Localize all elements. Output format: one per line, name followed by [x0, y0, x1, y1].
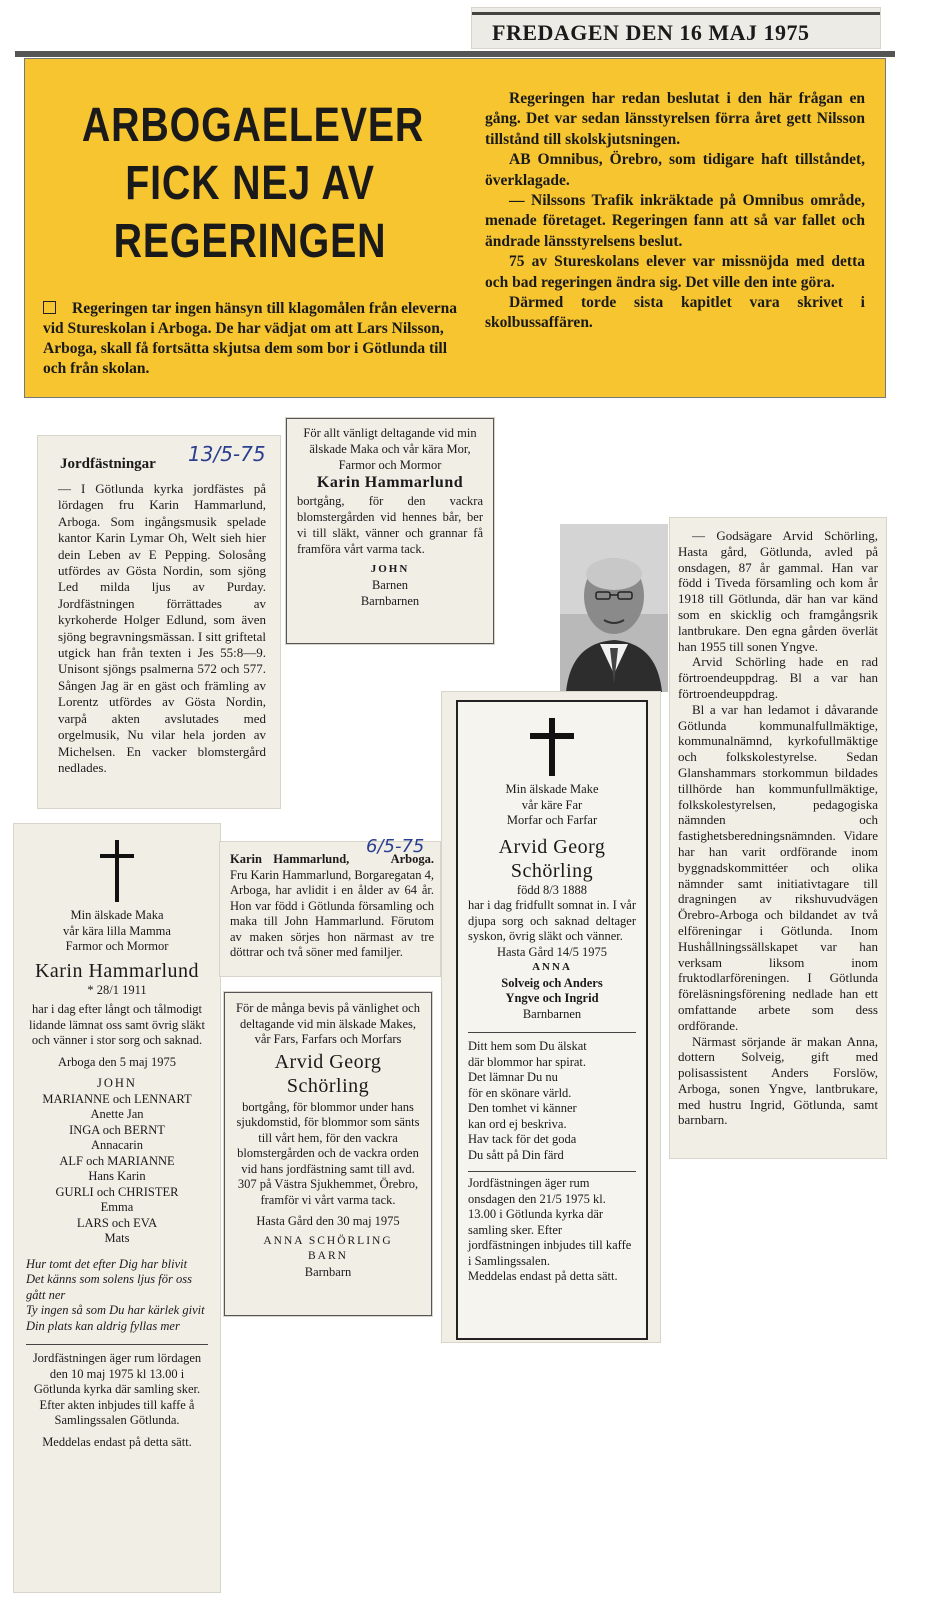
- family-names: Yngve och Ingrid: [505, 991, 599, 1005]
- headline-lead: [43, 299, 463, 379]
- obituary-paragraph: Närmast sörjande är makan Anna, dottern Solveig, gift med polisassistent Anders Forslöw, Arboga, sonen Yngve, lantbrukare, med hustru Ingrid, Götlunda, samt barnbarn.: [678, 1033, 878, 1128]
- headline-title: [81, 97, 425, 271]
- poem-line: Hur tomt det efter Dig har blivit: [26, 1256, 188, 1271]
- place-date: Arboga den 5 maj 1975: [57, 1054, 177, 1069]
- cross-icon: [100, 840, 134, 902]
- deceased-name: Arvid Georg: [498, 835, 606, 858]
- headline-paragraph: Därmed torde sista kapitlet vara skrivet i skolbussaffären.: [485, 294, 865, 332]
- headline-article: [24, 58, 886, 398]
- intro-line: vår käre Far: [521, 797, 583, 812]
- portrait-photo: [560, 524, 668, 692]
- headline-paragraph: — Nilssons Trafik inkräktade på Omnibus område, menade företaget. Regeringen fann att så var fallet och ändrade länsstyrelsens beslut.: [485, 192, 865, 250]
- poem-line: Den tomhet vi känner: [468, 1101, 577, 1115]
- headline-top-rule: [15, 51, 895, 57]
- thanks-body: bortgång, för den vackra blomstergården vid hennes bår, ber vi till släkt, vänner och grannar få framföra vårt varma tack.: [297, 494, 483, 556]
- deceased-name: Arvid Georg: [274, 1050, 382, 1073]
- headline-body: [485, 89, 865, 334]
- headline-paragraph: 75 av Stureskolans elever var missnöjda med detta och bad regeringen ändra sig. Det ville den inte göra.: [485, 253, 865, 291]
- headline-title-line: FICK NEJ AV: [125, 157, 375, 210]
- funeral-report-heading: Jordfästningar: [60, 456, 156, 472]
- intro-line: vår kära lilla Mamma: [63, 923, 171, 938]
- thanks-intro: För allt vänligt deltagande vid min älskade Maka och vår kära Mor, Farmor och Mormor: [303, 426, 477, 472]
- birth-date: född 8/3 1888: [516, 882, 588, 897]
- notice-body: har i dag efter långt och tålmodigt lidande lämnat oss samt övrig släkt och vänner i stor sorg och saknad.: [28, 1002, 205, 1047]
- family-sub: Emma: [100, 1200, 134, 1214]
- family-main: JOHN: [97, 1076, 137, 1090]
- funeral-report-text: — I Götlunda kyrka jordfästes på lördagen fru Karin Hammarlund, Arboga. Som ingångsmusik spelade kantor Karin Lymar Oh, Welt sieh hier dein Leben av E Pepping. Solosång utfördes av Gösta Nordin, som sjöng Led milda ljus av Purday. Jordfästningen förrättades av kyrkoherde Holger Edlund, som även sjöng begravningsmässan. I sitt griftetal utgick han från texten i Jes 55:8—9. Unisont sjöngs psalmerna 572 och 577. Sången Jag är en gäst och främling av Lorentz utfördes av Gösta Nordin, varpå akten avslutades med orgelmusik, Nu vilar hela jorden av Michelsen. En vacker blomstergård nedlades.: [58, 481, 266, 775]
- poem-line: Du sått på Din färd: [468, 1147, 564, 1162]
- signer-grandchildren: Barnbarnen: [360, 594, 420, 608]
- poem-line: där blommor har spirat.: [468, 1054, 587, 1069]
- death-report-karin: [220, 836, 440, 976]
- notice-body: har i dag fridfullt somnat in. I vår djupa sorg och saknad deltager syskon, övrig släkt och vänner.: [468, 898, 636, 943]
- grandchildren: Barnbarnen: [522, 1006, 582, 1021]
- signer: ANNA SCHÖRLING: [263, 1234, 393, 1247]
- place-date: Hasta Gård den 30 maj 1975: [256, 1214, 400, 1228]
- signer: ANNA: [532, 961, 572, 973]
- deceased-name: Karin Hammarlund: [34, 959, 200, 982]
- thanks-notice-karin: [286, 418, 494, 644]
- intro-line: Farmor och Mormor: [65, 939, 169, 953]
- poem-line: för en skönare värld.: [468, 1085, 572, 1100]
- poem-line: Hav tack för det goda: [468, 1132, 577, 1146]
- report-text: Fru Karin Hammarlund, Borgaregatan 4, Arboga, har avlidit i en ålder av 64 år. Hon var född i Götlunda församling och maka till John Hammarlund. Förutom av maken sörjes hon närmast av tre döttrar och två söner med familjer.: [230, 867, 434, 959]
- thanks-notice-arvid: [224, 992, 432, 1316]
- signer-grandchildren: Barnbarn: [304, 1264, 352, 1279]
- headline-paragraph: AB Omnibus, Örebro, som tidigare haft tillståndet, överklagade.: [485, 151, 865, 189]
- signer: JOHN: [370, 563, 410, 575]
- cross-icon: [530, 718, 574, 776]
- masthead-date-strip: [472, 8, 880, 48]
- handwritten-date: 6/5-75: [366, 836, 425, 857]
- family-sub: Annacarin: [90, 1138, 144, 1152]
- handwritten-date: 13/5-75: [188, 442, 266, 466]
- intro-line: Morfar och Farfar: [506, 813, 598, 827]
- death-notice-frame: [456, 700, 648, 1340]
- place-date: Hasta Gård 14/5 1975: [496, 944, 608, 959]
- poem-line: Ty ingen så som Du har kärlek givit: [26, 1303, 205, 1317]
- deceased-surname: Schörling: [286, 1074, 370, 1097]
- obituary-arvid: [670, 518, 886, 1158]
- poem-line: Din plats kan aldrig fyllas mer: [26, 1318, 180, 1333]
- poem-line: Det lämnar Du nu: [468, 1070, 558, 1084]
- closing-line: Meddelas endast på detta sätt.: [468, 1269, 618, 1283]
- family-sub: Mats: [104, 1231, 130, 1245]
- masthead-rule: [472, 12, 880, 15]
- deceased-name: Karin Hammarlund: [316, 474, 464, 491]
- signer-children: BARN: [308, 1250, 348, 1262]
- headline-title-line: ARBOGAELEVER: [81, 99, 425, 152]
- intro-line: Min älskade Maka: [70, 908, 164, 922]
- lead-name: Karin Hammarlund,: [230, 852, 350, 866]
- signer-children: Barnen: [371, 578, 409, 592]
- thanks-intro: För de många bevis på vänlighet och deltagande vid min älskade Makes, vår Fars, Farfars och Morfars: [236, 1001, 420, 1046]
- headline-title-line: REGERINGEN: [113, 215, 387, 268]
- headline-paragraph: Regeringen har redan beslutat i den här frågan en gång. Det var sedan länsstyrelsen förra året gett Nilsson tillstånd till skolskjutsningen.: [485, 90, 865, 148]
- masthead-date: FREDAGEN DEN 16 MAJ 1975: [492, 20, 810, 45]
- death-notice-arvid: [442, 692, 660, 1342]
- death-notice-karin: [14, 824, 220, 1592]
- portrait-image: [560, 524, 668, 692]
- family-main: LARS och EVA: [76, 1215, 158, 1230]
- obituary-paragraph: Bl a var han ledamot i dåvarande Götlunda kommunalfullmäktige, kommunalnämnd, kyrkofullmäktige och folkskolestyrelse. Sedan Glanshammars storkommun bildades tillhörde han kommunfullmäktige, folkskolestyrelsen, pedagogiska nämnden och fastighetsberedningsnämnden. Vidare har han varit ordförande inom byggnadskommittéer och olika nämnder samt initiativtagare till dragningen av rikshuvudvägen Örebro-Arboga och bildandet av två elföreningar i Götlunda. Inom Hushållningssällskapet var han verksam liksom inom fruktodlarföreningen. I Götlunda föreläsningsförening nedlade han ett omfattande arbete som dess ordförande.: [678, 701, 878, 1033]
- poem-line: Ditt hem som Du älskat: [468, 1039, 587, 1053]
- birth-date: * 28/1 1911: [87, 982, 147, 997]
- family-main: MARIANNE och LENNART: [42, 1091, 192, 1106]
- funeral-info: Jordfästningen äger rum lördagen den 10 maj 1975 kl 13.00 i Götlunda kyrka där samling sker. Efter akten inbjudes till kaffe å Samlingssalen Götlunda.: [32, 1351, 202, 1427]
- poem-line: kan ord ej beskriva.: [468, 1116, 567, 1131]
- family-main: INGA och BERNT: [69, 1122, 165, 1137]
- square-bullet-icon: [43, 301, 56, 314]
- family-names: Solveig och Anders: [501, 975, 603, 990]
- family-main: GURLI och CHRISTER: [55, 1184, 179, 1199]
- funeral-info: Jordfästningen äger rum onsdagen den 21/5 1975 kl. 13.00 i Götlunda kyrka där samling sker. Efter jordfästningen inbjudes till kaffe i Samlingssalen.: [468, 1176, 632, 1268]
- family-main: ALF och MARIANNE: [59, 1153, 175, 1168]
- funeral-report-clipping: [38, 436, 280, 808]
- deceased-surname: Schörling: [510, 859, 594, 882]
- obituary-paragraph: Arvid Schörling hade en rad förtroendeuppdrag. Bl a var han förtroendeuppdrag.: [678, 654, 878, 701]
- obituary-paragraph: — Godsägare Arvid Schörling, Hasta gård, Götlunda, avled på onsdagen, 87 år gammal. Han var född i Tiveda församling och kom år 1918 till Götlunda, där han var känd som en skicklig och framgångsrik lantbrukare. Den egna gården överlät han 1955 till sonen Yngve.: [678, 528, 878, 654]
- intro-line: Min älskade Make: [505, 782, 599, 796]
- family-sub: Anette Jan: [90, 1107, 144, 1121]
- closing-line: Meddelas endast på detta sätt.: [42, 1434, 192, 1449]
- poem-line: Det känns som solens ljus för oss gått ner: [26, 1272, 192, 1302]
- headline-lead-text: Regeringen tar ingen hänsyn till klagomålen från eleverna vid Stureskolan i Arboga. De har vädjat om att Lars Nilsson, Arboga, skall få fortsätta skjutsa dem som bor i Götlunda till och från skolan.: [43, 300, 458, 377]
- thanks-body: bortgång, för blommor under hans sjukdomstid, för blommor som sänts till vårt hem, för den vackra blomstergården och de vackra orden vid hans jordfästning samt till avd. 307 på Västra Sjukhemmet, Örebro, framför vi vårt varma tack.: [236, 1099, 420, 1207]
- lead-city: Arboga.: [390, 852, 434, 866]
- family-sub: Hans Karin: [88, 1169, 146, 1183]
